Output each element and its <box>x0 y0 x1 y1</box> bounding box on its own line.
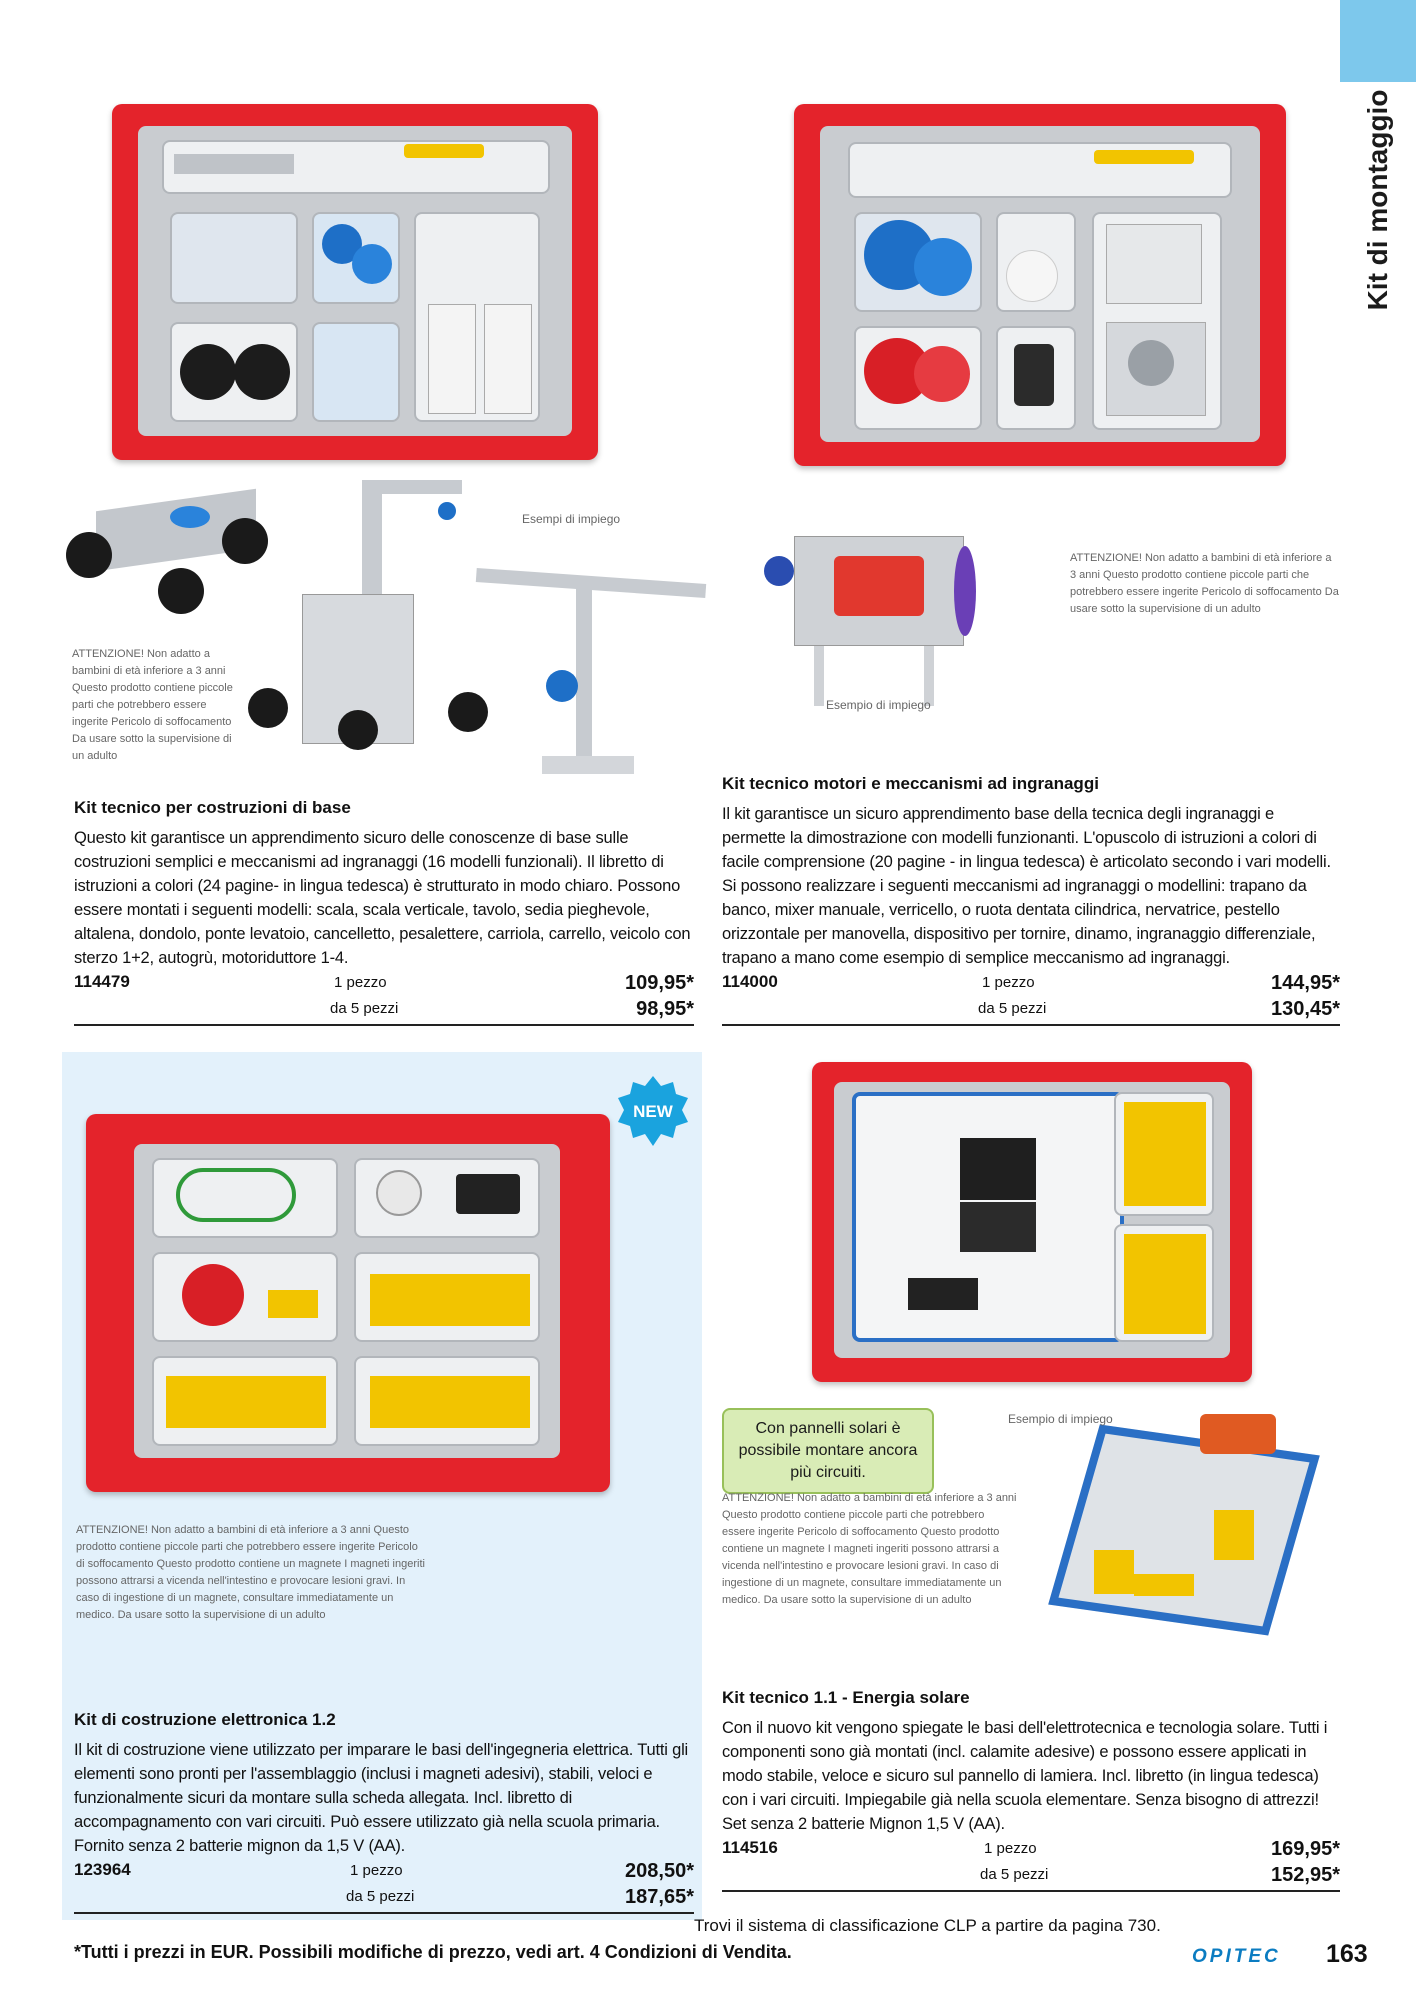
price-row-1 <box>722 1838 1340 1864</box>
price: 98,95* <box>636 998 694 1020</box>
price-row-5 <box>722 998 1340 1024</box>
price: 208,50* <box>625 1860 694 1882</box>
warning-text-4: ATTENZIONE! Non adatto a bambini di età inferiore a 3 anni Questo prodotto contiene piccole parti che potrebbero essere ingerite Pericolo di soffocamento Questo prodotto contiene un magnete I magneti ingeriti possono attrarsi a vicenda nell'intestino e provocare lesioni gravi. In caso di ingestione di un magnete, consultare immediatamente un medico. Da usare sotto la supervisione di un adulto <box>722 1492 1017 1606</box>
product-title: Kit di costruzione elettronica 1.2 <box>74 1710 336 1729</box>
quantity-label: da 5 pezzi <box>346 1888 415 1905</box>
quantity-label: da 5 pezzi <box>978 1000 1047 1017</box>
new-badge-icon <box>616 1074 690 1148</box>
clp-note: Trovi il sistema di classificazione CLP a partire da pagina 730. <box>694 1916 1161 1935</box>
example-caption-2: Esempio di impiego <box>826 698 931 712</box>
product-image-gear-kit <box>794 104 1286 466</box>
quantity-label: da 5 pezzi <box>980 1866 1049 1883</box>
product-image-solar-kit <box>812 1062 1252 1382</box>
section-tab <box>1340 0 1416 82</box>
article-number: 114000 <box>722 972 778 991</box>
price-row-5 <box>74 998 694 1024</box>
product-example-model-solar <box>1034 1400 1354 1660</box>
price-row-1 <box>74 972 694 998</box>
quantity-label: 1 pezzo <box>984 1840 1037 1857</box>
article-number: 114479 <box>74 972 130 991</box>
product-image-electronics-kit <box>86 1114 610 1492</box>
product-description: Il kit garantisce un sicuro apprendimento base della tecnica degli ingranaggi e permette la dimostrazione con modelli funzionanti. L'opuscolo di istruzioni a colori di facile comprensione (20 pagine - in lingua tedesca) è articolato secondo i vari modelli. Si possono realizzare i seguenti meccanismi ad ingranaggi o modellini: trapano da banco, mixer manuale, verricello, o ruota dentata cilindrica, nervatrice, pestello orizzontale per manovella, dispositivo per tornire, dinamo, ingranaggio differenziale, trapano a mano come esempio di semplice meccanismo ad ingranaggi. <box>722 805 1331 967</box>
page-number: 163 <box>1326 1940 1368 1968</box>
product-title: Kit tecnico motori e meccanismi ad ingranaggi <box>722 774 1099 793</box>
product-block-114000 <box>722 774 1340 1026</box>
price: 109,95* <box>625 972 694 994</box>
divider <box>74 1024 694 1026</box>
divider <box>74 1912 694 1914</box>
warning-text-3: ATTENZIONE! Non adatto a bambini di età inferiore a 3 anni Questo prodotto contiene piccole parti che potrebbero essere ingerite Pericolo di soffocamento Questo prodotto contiene un magnete I magneti ingeriti possono attrarsi a vicenda nell'intestino e provocare lesioni gravi. In caso di ingestione di un magnete, consultare immediatamente un medico. Da usare sotto la supervisione di un adulto <box>76 1524 425 1621</box>
example-caption-4: Esempio di impiego <box>1008 1412 1113 1426</box>
article-number: 123964 <box>74 1860 131 1879</box>
price-row-1 <box>722 972 1340 998</box>
opitec-logo: OPITEC <box>1192 1946 1281 1967</box>
quantity-label: da 5 pezzi <box>330 1000 399 1017</box>
new-badge-label: NEW <box>633 1102 673 1121</box>
warning-text-1: ATTENZIONE! Non adatto a bambini di età inferiore a 3 anni Questo prodotto contiene piccole parti che potrebbero essere ingerite Pericolo di soffocamento Da usare sotto la supervisione di un adulto <box>72 648 233 762</box>
quantity-label: 1 pezzo <box>350 1862 403 1879</box>
product-block-114516 <box>722 1688 1340 1892</box>
price-row-1 <box>74 1860 694 1886</box>
divider <box>722 1024 1340 1026</box>
price: 169,95* <box>1271 1838 1340 1860</box>
product-example-model-gear <box>724 516 1024 716</box>
product-description: Questo kit garantisce un apprendimento sicuro delle conoscenze di base sulle costruzioni semplici e meccanismi ad ingranaggi (16 modelli funzionali). Il libretto di istruzioni a colori (24 pagine- in lingua tedesca) è strutturato in modo chiaro. Possono essere montati i seguenti modelli: scala, scala verticale, tavolo, sedia pieghevole, altalena, dondolo, ponte levatoio, cancelletto, pesalettere, carriola, carrello, veicolo con sterzo 1+2, autogrù, motoriduttore 1-4. <box>74 829 691 967</box>
product-image-basic-kit <box>112 104 598 460</box>
price-disclaimer: *Tutti i prezzi in EUR. Possibili modifiche di prezzo, vedi art. 4 Condizioni di Vendita. <box>74 1942 792 1962</box>
price: 187,65* <box>625 1886 694 1908</box>
price: 130,45* <box>1271 998 1340 1020</box>
price: 144,95* <box>1271 972 1340 994</box>
product-block-114479 <box>74 798 694 1026</box>
product-description: Il kit di costruzione viene utilizzato per imparare le basi dell'ingegneria elettrica. Tutti gli elementi sono pronti per l'assemblaggio (inclusi i magneti adesivi), stabili, veloci e funzionalmente sicuri da montare sulla scheda allegata. Incl. libretto di accompagnamento con vari circuiti. Può essere utilizzato già nella scuola primaria. Fornito senza 2 batterie mignon da 1,5 V (AA). <box>74 1741 689 1855</box>
price: 152,95* <box>1271 1864 1340 1886</box>
price-row-5 <box>74 1886 694 1912</box>
quantity-label: 1 pezzo <box>334 974 387 991</box>
product-description: Con il nuovo kit vengono spiegate le basi dell'elettrotecnica e tecnologia solare. Tutti i componenti sono già montati (incl. calamite adesive) e possono essere applicati in modo stabile, veloce e sicuro sul pannello di lamiera. Incl. libretto (in lingua tedesca) con i vari circuiti. Impiegabile già nella scuola elementare. Senza bisogno di attrezzi! Set senza 2 batterie Mignon 1,5 V (AA). <box>722 1719 1328 1833</box>
divider <box>722 1890 1340 1892</box>
article-number: 114516 <box>722 1838 778 1857</box>
section-label: Kit di montaggio <box>1362 89 1393 311</box>
product-title: Kit tecnico per costruzioni di base <box>74 798 351 817</box>
price-row-5 <box>722 1864 1340 1890</box>
product-title: Kit tecnico 1.1 - Energia solare <box>722 1688 970 1707</box>
example-caption-1: Esempi di impiego <box>522 512 621 526</box>
solar-callout: Con pannelli solari è possibile montare ancora più circuiti. <box>722 1408 934 1494</box>
warning-text-2: ATTENZIONE! Non adatto a bambini di età inferiore a 3 anni Questo prodotto contiene piccole parti che potrebbero essere ingerite Pericolo di soffocamento Da usare sotto la supervisione di un adulto <box>1070 552 1339 615</box>
product-block-123964 <box>74 1710 694 1914</box>
quantity-label: 1 pezzo <box>982 974 1035 991</box>
